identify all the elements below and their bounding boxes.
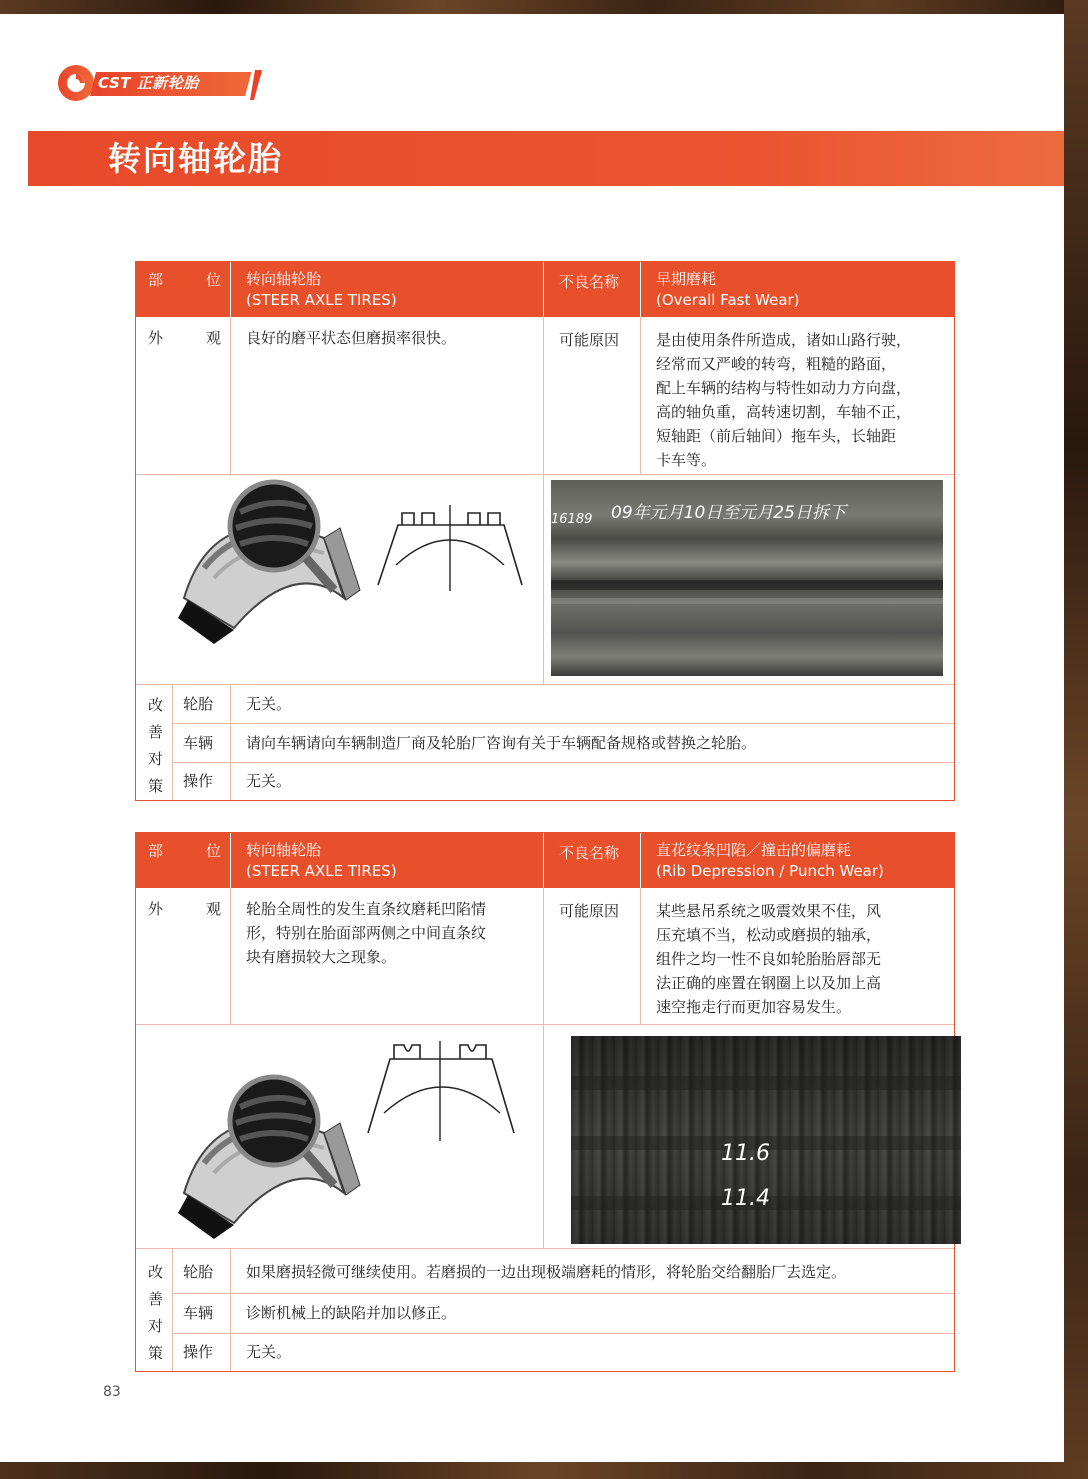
cause-line: 法正确的座置在钢圈上以及加上高 (656, 974, 882, 992)
part-value (246, 840, 397, 882)
cause-line: 卡车等。 (656, 451, 717, 469)
page-title: 转向轴轮胎 (108, 139, 283, 178)
remedy-operation-label: 操作 (183, 772, 214, 790)
part-value (246, 269, 397, 311)
photo-mark: 11.4 (721, 1186, 770, 1211)
appearance-label-b: 观 (206, 329, 222, 347)
remedy-operation-text: 无关。 (246, 772, 292, 790)
page-number: 83 (103, 1384, 121, 1400)
logo-text (98, 72, 199, 94)
part-value-line1: 转向轴轮胎 (246, 841, 322, 859)
remedy-char: 改 (148, 1263, 164, 1281)
defect-card-1 (135, 261, 955, 801)
cause-line: 配上车辆的结构与特性如动力方向盘， (656, 379, 912, 397)
cause-line: 经常而又严峻的转弯，粗糙的路面， (656, 355, 897, 373)
cause-line: 压充填不当，松动或磨损的轴承， (656, 926, 882, 944)
remedy-tire-text: 无关。 (246, 695, 292, 713)
remedy-vehicle-label: 车辆 (183, 734, 214, 752)
photo-mark: 11.6 (721, 1141, 770, 1166)
appearance-label-a: 外 (148, 900, 164, 918)
worn-tire-photo (551, 480, 943, 676)
remedy-tire-text: 如果磨损轻微可继续使用。若磨损的一边出现极端磨耗的情形，将轮胎交给翻胎厂去选定。 (246, 1263, 847, 1281)
defect-value-line1: 直花纹条凹陷／撞击的偏磨耗 (656, 841, 852, 859)
appearance-text (246, 897, 536, 969)
cause-line: 是由使用条件所造成，诸如山路行驶， (656, 331, 912, 349)
part-label-a: 部 (148, 271, 164, 289)
logo-brand: CST (98, 74, 132, 92)
part-label (148, 270, 222, 291)
part-label (148, 841, 222, 862)
appearance-label (148, 326, 222, 350)
photo-annotation-id: 16189 (551, 512, 593, 527)
rib-depression-tire-photo (571, 1036, 961, 1244)
part-value-line1: 转向轴轮胎 (246, 270, 322, 288)
defect-value-line1: 早期磨耗 (656, 270, 717, 288)
remedy-char: 对 (148, 750, 164, 768)
defect-card-2 (135, 832, 955, 1372)
appearance-line: 形，特别在胎面部两侧之中间直条纹 (246, 924, 487, 942)
remedy-char: 改 (148, 696, 164, 714)
cause-label: 可能原因 (559, 331, 620, 349)
remedy-char: 善 (148, 1290, 164, 1308)
wood-border-top (0, 0, 1088, 14)
part-value-line2: (STEER AXLE TIRES) (246, 862, 397, 880)
defect-label: 不良名称 (559, 844, 620, 862)
defect-label: 不良名称 (559, 273, 620, 291)
defect-value (656, 269, 800, 311)
cause-label: 可能原因 (559, 902, 620, 920)
tire-cutaway-illustration (174, 478, 374, 648)
cause-line: 某些悬吊系统之吸震效果不佳，风 (656, 902, 882, 920)
logo-chinese: 正新轮胎 (136, 74, 199, 92)
wood-border-right (1064, 0, 1088, 1479)
defect-value-line2: (Rib Depression / Punch Wear) (656, 862, 884, 880)
part-label-a: 部 (148, 842, 164, 860)
appearance-text: 良好的磨平状态但磨损率很快。 (246, 329, 457, 347)
appearance-line: 轮胎全周性的发生直条纹磨耗凹陷情 (246, 900, 487, 918)
rib-depression-profile-diagram (364, 1041, 520, 1141)
cause-line: 速空拖走行而更加容易发生。 (656, 998, 852, 1016)
remedy-char: 策 (148, 1344, 164, 1362)
remedy-char: 对 (148, 1317, 164, 1335)
cause-text (656, 899, 946, 1019)
appearance-label-a: 外 (148, 329, 164, 347)
part-value-line2: (STEER AXLE TIRES) (246, 291, 397, 309)
title-band (28, 131, 1064, 186)
remedy-tire-label: 轮胎 (183, 1263, 214, 1281)
photo-annotation: 09年元月10日至元月25日拆下 (611, 503, 846, 523)
remedy-operation-label: 操作 (183, 1343, 214, 1361)
defect-value (656, 840, 884, 882)
cause-text (656, 328, 946, 472)
defect-value-line2: (Overall Fast Wear) (656, 291, 800, 309)
remedy-char: 策 (148, 777, 164, 795)
remedy-vehicle-label: 车辆 (183, 1304, 214, 1322)
tire-cutaway-illustration (174, 1073, 374, 1243)
cause-line: 组件之均一性不良如轮胎胎唇部无 (656, 950, 882, 968)
remedy-label (148, 1259, 163, 1367)
part-label-b: 位 (206, 271, 222, 289)
part-label-b: 位 (206, 842, 222, 860)
remedy-char: 善 (148, 723, 164, 741)
tread-wear-profile-diagram (374, 505, 526, 591)
remedy-label (148, 692, 163, 800)
cause-line: 短轴距（前后轴间）拖车头，长轴距 (656, 427, 897, 445)
remedy-tire-label: 轮胎 (183, 695, 214, 713)
appearance-label-b: 观 (206, 900, 222, 918)
appearance-line: 块有磨损较大之现象。 (246, 948, 397, 966)
appearance-label (148, 897, 222, 921)
wood-border-bottom (0, 1462, 1088, 1479)
remedy-vehicle-text: 诊断机械上的缺陷并加以修正。 (246, 1304, 457, 1322)
remedy-vehicle-text: 请向车辆请向车辆制造厂商及轮胎厂咨询有关于车辆配备规格或替换之轮胎。 (246, 734, 757, 752)
remedy-operation-text: 无关。 (246, 1343, 292, 1361)
cause-line: 高的轴负重，高转速切割，车轴不正， (656, 403, 912, 421)
